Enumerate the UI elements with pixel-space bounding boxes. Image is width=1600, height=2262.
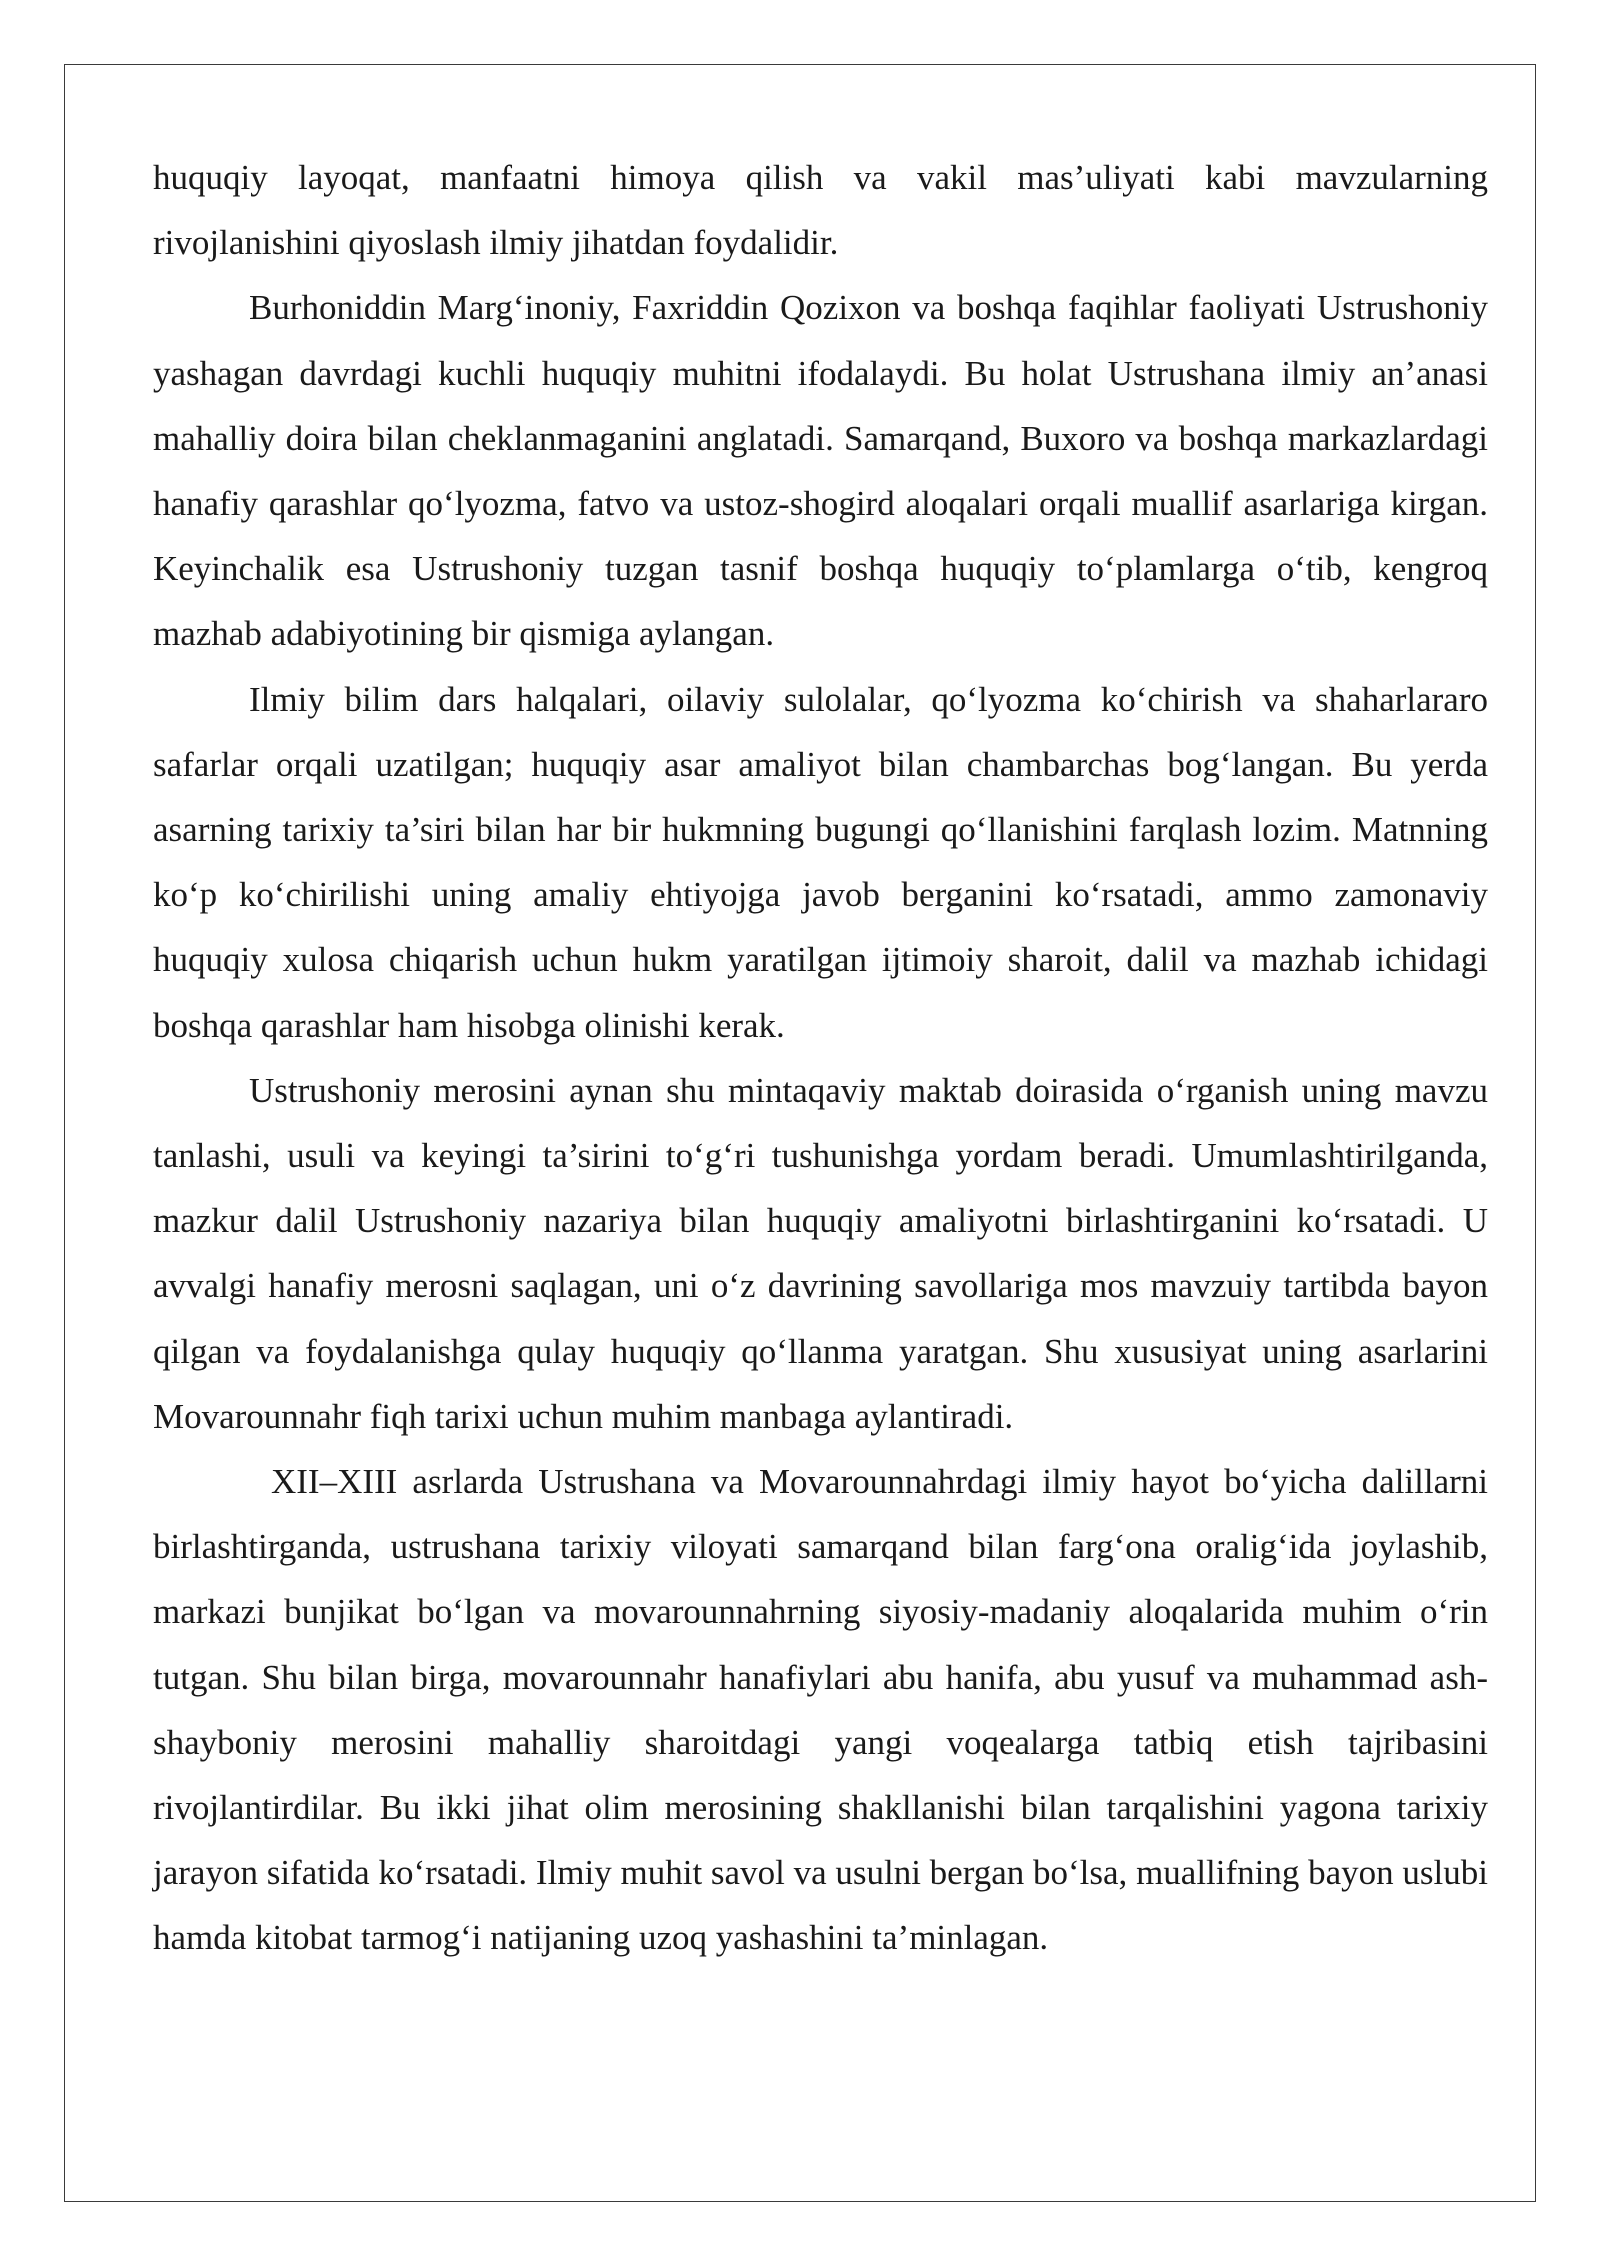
paragraph-4: Ustrushoniy merosini aynan shu mintaqaviy maktab doirasida o‘rganish uning mavzu tanlashi, usuli va keyingi ta’sirini to‘g‘ri tushunishga yordam beradi. Umumlashtirilganda, mazkur dalil Ustrushoniy nazariya bilan huquqiy amaliyotni birlashtirganini ko‘rsatadi. U avvalgi hanafiy merosni saqlagan, uni o‘z davrining savollariga mos mavzuiy tartibda bayon qilgan va foydalanishga qulay huquqiy qo‘llanma yaratgan. Shu xususiyat uning asarlarini Movarounnahr fiqh tarixi uchun muhim manbaga aylantiradi. bbox=[153, 1070, 1488, 1436]
document-body bbox=[153, 145, 1488, 1971]
paragraph-5: XII–XIII asrlarda Ustrushana va Movarounnahrdagi ilmiy hayot bo‘yicha dalillarni birlashtirganda, ustrushana tarixiy viloyati samarqand bilan farg‘ona oralig‘ida joylashib, markazi bunjikat bo‘lgan va movarounnahrning siyosiy-madaniy aloqalarida muhim o‘rin tutgan. Shu bilan birga, movarounnahr hanafiylari abu hanifa, abu yusuf va muhammad ash-shayboniy merosini mahalliy sharoitdagi yangi voqealarga tatbiq etish tajribasini rivojlantirdilar. Bu ikki jihat olim merosining shakllanishi bilan tarqalishini yagona tarixiy jarayon sifatida ko‘rsatadi. Ilmiy muhit savol va usulni bergan bo‘lsa, muallifning bayon uslubi hamda kitobat tarmog‘i natijaning uzoq yashashini ta’minlagan. bbox=[153, 1462, 1488, 1958]
paragraph-3: Ilmiy bilim dars halqalari, oilaviy sulolalar, qo‘lyozma ko‘chirish va shaharlararo safarlar orqali uzatilgan; huquqiy asar amaliyot bilan chambarchas bog‘langan. Bu yerda asarning tarixiy ta’siri bilan har bir hukmning bugungi qo‘llanishini farqlash lozim. Matnning ko‘p ko‘chirilishi uning amaliy ehtiyojga javob berganini ko‘rsatadi, ammo zamonaviy huquqiy xulosa chiqarish uchun hukm yaratilgan ijtimoiy sharoit, dalil va mazhab ichidagi boshqa qarashlar ham hisobga olinishi kerak. bbox=[153, 679, 1488, 1045]
paragraph-1: huquqiy layoqat, manfaatni himoya qilish va vakil mas’uliyati kabi mavzularning rivojlanishini qiyoslash ilmiy jihatdan foydalidir. bbox=[153, 158, 1488, 263]
paragraph-2: Burhoniddin Marg‘inoniy, Faxriddin Qozixon va boshqa faqihlar faoliyati Ustrushoniy yashagan davrdagi kuchli huquqiy muhitni ifodalaydi. Bu holat Ustrushana ilmiy an’anasi mahalliy doira bilan cheklanmaganini anglatadi. Samarqand, Buxoro va boshqa markazlardagi hanafiy qarashlar qo‘lyozma, fatvo va ustoz-shogird aloqalari orqali muallif asarlariga kirgan. Keyinchalik esa Ustrushoniy tuzgan tasnif boshqa huquqiy to‘plamlarga o‘tib, kengroq mazhab adabiyotining bir qismiga aylangan. bbox=[153, 288, 1488, 654]
